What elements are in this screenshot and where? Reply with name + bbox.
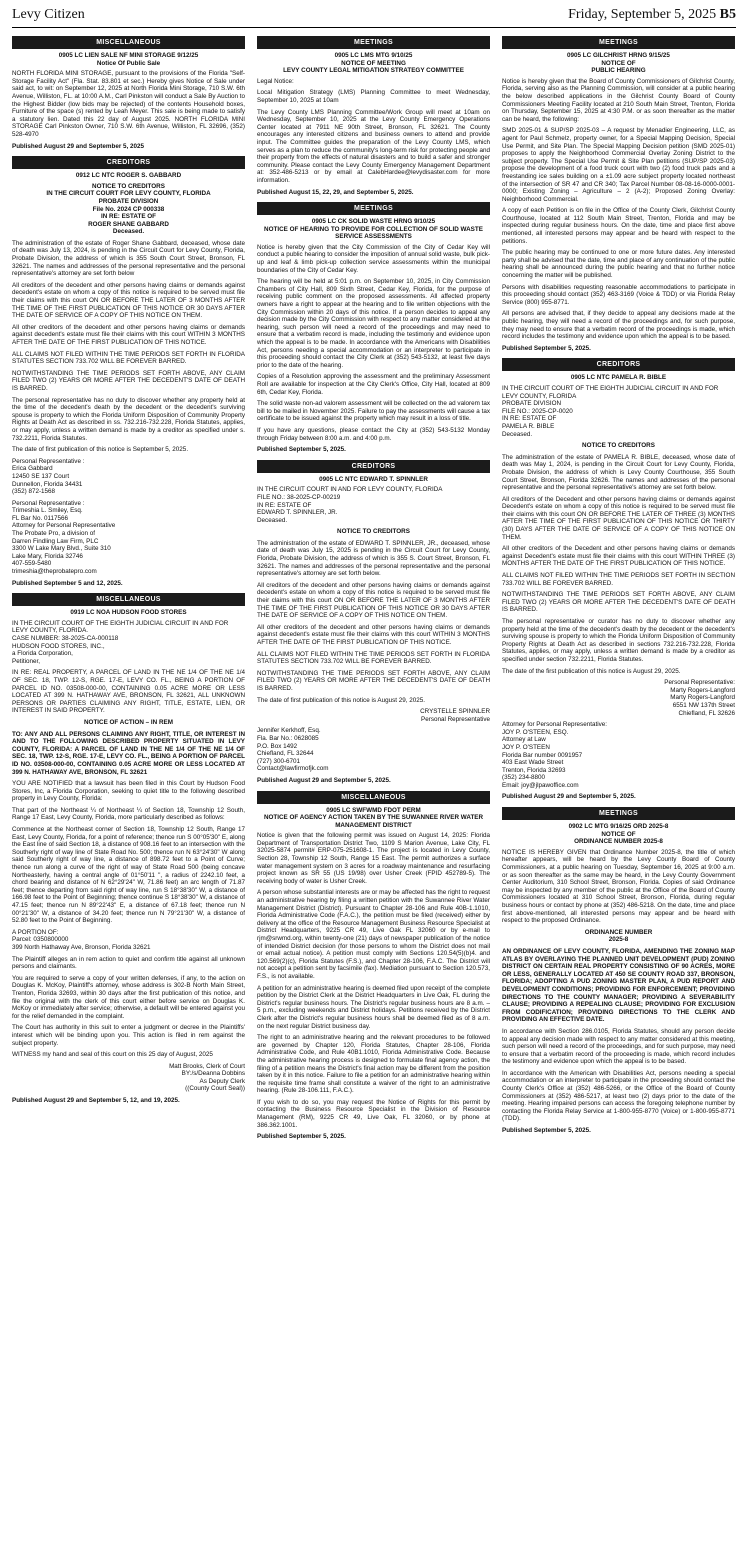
notice-paragraph: IN THE CIRCUIT COURT IN AND FOR LEVY COUNTY, FLORIDA FILE NO.: 38-2025-CP-00219 IN RE: ESTATE OF EDWARD T. SPINNLER, JR. Deceased. [257,486,443,524]
notice-paragraph: The Court has authority in this suit to enter a judgment or decree in the Plaintiffs' interest which will be binding upon you. This action is filed in rem against the subject property. [12,1024,245,1047]
page-number: B5 [719,7,736,22]
legal-notice [257,36,490,196]
notice-paragraph: Notice is hereby given that the Board of County Commissioners of Gilchrist County, Florida, serving also as the Planning Commission, will consider at a public hearing the below described applications in the Gilchrist County Board of County Commissioners Meeting Facility located at 210 South Main Street, Trenton, Florida on Thursday, September 15, 2025 at 4:30 P.M. or as soon thereafter as the matter can be heard, the following: [502,77,735,123]
section-banner: MEETINGS [502,807,735,820]
notice-heading: 0912 LC NTC ROGER S. GABBARD [75,172,182,180]
legal-notice [257,791,490,1141]
notice-paragraph: NOTICE TO CREDITORS IN THE CIRCUIT COURT FOR LEVY COUNTY, FLORIDA PROBATE DIVISION File No. 2024 CP 000338 IN RE: ESTATE OF ROGER SHANE GABBARD Deceased. [46,182,211,236]
column-1 [12,36,245,1544]
published-line: Published August 29 and September 5, 2025 [12,142,145,150]
section-banner: MEETINGS [502,36,735,49]
notice-paragraph: The solid waste non-ad valorem assessment will be collected on the ad valorem tax bill to be mailed in November 2025. Failure to pay the assessments will cause a tax certificate to be issued against the property which may result in a loss of title. [257,400,490,423]
notice-paragraph: Personal Representative: Marty Rogers-Langford Marty Rogers-Langford 6551 NW 137th Street Chiefland, FL 32626 [664,679,735,717]
notice-paragraph: A PORTION OF: Parcel: 0350800000 399 North Hathaway Ave, Bronson, Florida 32621 [12,928,151,951]
column-2 [257,36,490,1544]
published-line: Published September 5 and 12, 2025. [12,579,123,587]
notice-paragraph: NOTWITHSTANDING THE TIME PERIODS SET FORTH ABOVE, ANY CLAIM FILED TWO (2) YEARS OR MORE AFTER THE DECEDENT'S DATE OF DEATH IS BARRED. [12,369,245,392]
column-3 [502,36,735,1544]
notice-paragraph: Local Mitigation Strategy (LMS) Planning Committee to meet Wednesday, September 10, 2025 at 10am [257,89,490,104]
notice-paragraph: The Levy County LMS Planning Committee/Work Group will meet at 10am on Wednesday, September 10, 2025 at the Levy County Emergency Operations Center located at 7911 NE 90th Street, Bronson, FL 32621. The County encourages any interested citizens and business owners to attend and provide input. The Committee guides the preparation of the Levy County LMS, which serves as a plan to reduce the community's long-term risk for protecting people and their property from the effects of natural disasters and to build a safer and stronger community. Please contact the Levy County Emergency Management Department at: 352-486-5213 or by email at CalebHardee@levydisaster.com for more information. [257,108,490,184]
notice-heading: 0905 LC LMS MTG 9/10/25 NOTICE OF MEETING LEVY COUNTY LEGAL MITIGATION STRATEGY COMMITTEE [283,52,464,75]
notice-paragraph: NORTH FLORIDA MINI STORAGE, pursuant to the provisions of the Florida "Self-Storage Facility Act" (Fla. Stat. 83.801 et sec.) Hereby gives Notice of Sale under said act, to wit: on September 12, 2025 at North Florida Mini Storage, 710 S.W. 6th Avenue, Williston, FL. at 10:00 A.M., Carl Pinkston will conduct a Sale By Auction to the Highest Bidder (low bids may be rejected) of the contents Household boxes, Furniture of the space (s) rented by Leah Meyer. This sale is being made to satisfy a statutory lien. Dated this 22 day of August 2025. NORTH FLORIDA MINI STORAGE Carl Pinkston Owner, 710 S.W. 6th Avenue, Williston, FL 32696, (352) 528-4970 [12,70,245,138]
notice-paragraph: Commence at the Northeast corner of Section 18, Township 12 South, Range 17 East, Levy County, Florida, for a point of reference; thence run S 00°05'30" E, along the East line of said Section 18, a distance of 908.16 feet to an intersection with the Southerly right of way line of State Road No. 500; thence run N 63°24'30" W along said Southerly right of way line, a distance of 898.72 feet to a Point of Curve; thence run along a curve of the right of way of State Road 500 (being concave Northeasterly, having a central angle of 01°50'11 ", a radius of 2242.10 feet, a chord bearing and distance of N 62°29'24" W, 71.86 feet) an arc length of 71.87 feet; thence departing from said right of way line, run S 18°38'30" W, a distance of 166.98 feet to the Point of Beginning; thence continue S 18°38'30" W, a distance of 47.15 feet; thence run N 89°22'43" E, a distance of 67.18 feet; thence run N 00°21'30" W, a distance of 34.20 feet; thence run N 79°21'30" W, a distance of 52.80 feet to the Point of Beginning. [12,826,245,925]
section-banner: CREDITORS [257,460,490,473]
legal-notice [502,36,735,352]
legal-notice [12,593,245,1104]
notice-paragraph: NOTWITHSTANDING THE TIME PERIODS SET FORTH ABOVE, ANY CLAIM FILED TWO (2) YEARS OR MORE AFTER THE DECEDENT'S DATE OF DEATH IS BARRED. [502,591,735,614]
notice-paragraph: Personal Representative : Erica Gabbard 12450 SE 137 Court Dunnellon, Florida 34431 (352) 872-1568 [12,457,85,496]
notice-paragraph: Notice is hereby given that the City Commission of the City of Cedar Key will conduct a public hearing to consider the imposition of annual solid waste, bulk pick-up and leaf & limb pick-up collection service assessments within the municipal boundaries of the City of Cedar Key. [257,243,490,274]
notice-paragraph: A person whose substantial interests are or may be affected has the right to request an administrative hearing by filing a written petition with the Suwannee River Water Management District (District). Pursuant to Chapter 28-106 and Rule 40B-1.1010, Florida Administrative Code (F.A.C.), the petition must be filed (received) either by delivery at the office of the Resource Management Business Resource Specialist at District Headquarters, 9225 CR 49, Live Oak FL 32060 or by e-mail to rjm@srwmd.org, within twenty-one (21) days of newspaper publication of the notice of intended District decision (for those persons to whom the District does not mail or email actual notice). A petition must comply with Sections 120.54(5)(b)4. and 120.569(2)(c), Florida Statutes (F.S.), and Chapter 28-106, F.A.C. The District will not accept a petition sent by facsimile (fax). Mediation pursuant to Section 120.573, F.S., is not available. [257,889,490,980]
legal-notice-columns [12,36,736,1544]
notice-paragraph: AN ORDINANCE OF LEVY COUNTY, FLORIDA, AMENDING THE ZONING MAP ATLAS BY OVERLAYING THE PLANNED UNIT DEVELOPMENT (PUD) ZONING DISTRICT ON CERTAIN REAL PROPERTY CONSISTING OF 90 ACRES, MORE OR LESS, GENERALLY LOCATED AT 450 SE COUNTY ROAD 337, BRONSON, FLORIDA; ADOPTING A PUD ZONING MASTER PLAN, A PUD REPORT AND DEVELOPMENT CONDITIONS; PROVIDING FOR ENFORCEMENT; PROVIDING DIRECTIONS TO THE COUNTY MANAGER; PROVIDING A SEVERABILITY CLAUSE; PROVIDING A REPEALING CLAUSE; PROVIDING FOR EXCLUSION FROM CODIFICATION; PROVIDING DIRECTIONS TO THE CLERK AND PROVIDING AN EFFECTIVE DATE. [502,947,735,1024]
notice-paragraph: ORDINANCE NUMBER 2025-8 [584,928,653,944]
notice-paragraph: In accordance with Section 286.0105, Florida Statutes, should any person decide to appeal any decision made with respect to any matter considered at this meeting, such person will need a record of the proceedings, and for such purpose, may need to ensure that a verbatim record of the proceeding is made, which record includes the testimony and evidence upon which the appeal is to be based. [502,1027,735,1066]
paper-name: Levy Citizen [12,7,85,22]
notice-paragraph: The personal representative has no duty to discover whether any property held at the time of the decedent's death by the decedent or the decedent's surviving spouse is property to which the Florida Uniform Disposition of Community Property Rights at Death Act as described in ss. 732.216-732.228, Florida Statutes, applies, or may apply, unless a written demand is made by a creditor as specified under s. 732.2211, Florida Statutes. [12,396,245,442]
notice-paragraph: Jennifer Kerkhoff, Esq. Fla. Bar No.: 0628085 P.O. Box 1492 Chiefland, FL 32644 (727) 300-6701 Contact@lawfirmofjk.com [257,727,329,773]
masthead [12,4,736,26]
notice-paragraph: Notice is given that the following permit was issued on August 14, 2025: Florida Department of Transportation District Two, 1109 S Marion Avenue, Lake City, FL 32025-5874 permit# ERP-075-251608-1. The project is located in Levy County, Section 28, Township 12 South, Range 15 East. The permit authorizes a surface water management system on 3 acres for a roadway maintenance and resurfacing project known as SR 55 (US 19/98) over Usher Creek (FPID 452789-5). The receiving body of water is Usher Creek. [257,832,490,885]
notice-paragraph: IN THE CIRCUIT COURT OF THE EIGHTH JUDICIAL CIRCUIT IN AND FOR LEVY COUNTY, FLORIDA. CASE NUMBER: 38-2025-CA-000118 HUDSON FOOD STORES, INC., a Florida Corporation, Petitioner, [12,619,229,665]
notice-paragraph: IN RE: REAL PROPERTY, A PARCEL OF LAND IN THE NE 1/4 OF THE NE 1/4 OF SEC. 18, TWP. 12-S, RGE. 17-E, LEVY CO. FL., BEING A PORTION OF PARCEL ID NO. 03508-000-00, CONTAINING 0.05 ACRE MORE OR LESS LOCATED AT 399 N. HATHAWAY AVE, BRONSON, FL 32621, ALL UNKNOWN PERSONS OR PARTIES CLAIMING ANY RIGHT, TITLE, ESTATE, LIEN, OR INTEREST IN SAID PROPERTY. [12,669,245,715]
notice-paragraph: Persons with disabilities requesting reasonable accommodations to participate in this proceeding should contact (352) 463-3169 (Voice & TDD) or via Florida Relay Service (800) 955-8771. [502,283,735,306]
published-line: Published August 15, 22, 29, and September 5, 2025. [257,188,414,196]
notice-paragraph: The right to an administrative hearing and the relevant procedures to be followed are governed by Chapter 120, Florida Statutes, Chapter 28-106, Florida Administrative Code, and Rule 40B1.1010, Florida Administrative Code. Because the administrative hearing process is designed to formulate final agency action, the filing of a petition means the District's final action may be different from the position taken by it in this notice. Failure to file a petition for an administrative hearing within the requisite time frame shall constitute a waiver of the right to an administrative hearing. (Rule 28-106.111, F.A.C.). [257,1034,490,1095]
notice-paragraph: TO: ANY AND ALL PERSONS CLAIMING ANY RIGHT, TITLE, OR INTEREST IN AND TO THE FOLLOWING DESCRIBED PROPERTY SITUATED IN LEVY COUNTY, FLORIDA: A PARCEL OF LAND IN THE NE 1/4 OF THE NE 1/4 OF SEC. 18, TWP. 12-S, RGE. 17-E, LEVY CO. FL., BEING A PORTION OF PARCEL ID NO. 03508-000-00, CONTAINING 0.05 ACRE MORE OR LESS LOCATED AT 399 N. HATHAWAY AVE, BRONSON, FL 32621 [12,730,245,776]
legal-notice [502,358,735,801]
published-line: Published September 5, 2025. [502,344,591,352]
notice-paragraph: The public hearing may be continued to one or more future dates. Any interested party shall be advised that the date, time and place of any continuation of the public hearing shall be announced during the public hearing and that no further notice concerning the matter will be published. [502,249,735,280]
notice-heading: 0919 LC NOA HUDSON FOOD STORES [70,609,187,617]
notice-paragraph: That part of the Northeast ¼ of Northeast ¼ of Section 18, Township 12 South, Range 17 East, Levy County, Florida, more particularly described as follows: [12,806,245,822]
notice-paragraph: All other creditors of the Decedent and other persons having claims or demands against Decedent's estate must file their claims with this court WITHIN THREE (3) MONTHS AFTER THE DATE OF THE FIRST PUBLICATION OF THIS NOTICE. [502,545,735,568]
notice-paragraph: The date of first publication of this notice is September 5, 2025. [12,446,189,454]
notice-paragraph: All other creditors of the decedent and other persons having claims or demands against decedent's estate must file their claims with this court WITHIN 3 MONTHS AFTER THE DATE OF THE FIRST PUBLICATION OF THIS NOTICE. [12,323,245,346]
notice-paragraph: ALL CLAIMS NOT FILED WITHIN THE TIME PERIODS SET FORTH IN FLORIDA STATUTES SECTION 733.702 WILL BE FOREVER BARRED. [12,350,245,366]
notice-paragraph: The administration of the estate of Roger Shane Gabbard, deceased, whose date of death was July 13, 2024, is pending in the Circuit Court for Levy County, Florida, Probate Division, the address of which is 355 South Court Street, Bronson, FL 32621. The names and addresses of the personal representative and the personal representative's attorney are set forth below [12,239,245,278]
notice-paragraph: The hearing will be held at 5:01 p.m. on September 10, 2025, in City Commission Chambers of City Hall, 809 Sixth Street, Cedar Key, Florida, for the purpose of receiving public comment on the proposed assessments. All affected property owners have a right to appear at the hearing and to file written objections with the City Commission within 20 days of this notice. If a person decides to appeal any decision made by the City Commission with respect to any matter considered at the hearing, such person will need a record of the proceedings and may need to ensure that a verbatim record is made, including the testimony and evidence upon which the appeal is to be made. In accordance with the Americans with Disabilities Act, persons needing a special accommodation or an interpreter to participate in this proceeding should contact the City Clerk at (352) 543-5132, at least five days prior to the date of the hearing. [257,278,490,369]
notice-paragraph: If you have any questions, please contact the City at (352) 543-5132 Monday through Friday between 8:00 a.m. and 4:00 p.m. [257,426,490,442]
published-line: Published September 5, 2025. [502,1127,591,1135]
legal-notice [502,807,735,1135]
notice-paragraph: CRYSTELLE SPINNLER Personal Representative [420,708,490,723]
notice-paragraph: The date of the first publication of this notice is August 29, 2025. [502,667,681,675]
notice-paragraph: Copies of a Resolution approving the assessment and the preliminary Assessment Roll are available for inspection at the City Clerk's Office, City Hall, located at 809 6th, Cedar Key, Florida. [257,373,490,396]
section-banner: MISCELLANEOUS [12,593,245,606]
notice-paragraph: All creditors of the decedent and other persons having claims or demands against decedent's estate on whom a copy of this notice is required to be served must file their claims with this court ON OR BEFORE THE LATER OF 3 MONTHS AFTER THE TIME OF THE FIRST PUBLICATION OF THIS NOTICE OR 30 DAYS AFTER THE DATE OF SERVICE OF A COPY OF THIS NOTICE ON THEM. [257,581,490,620]
notice-paragraph: If you wish to do so, you may request the Notice of Rights for this permit by contacting the Business Resource Specialist in the Division of Resource Management (RM), 9225 CR 49, Live Oak, FL 32060, or by phone at 386.362.1001. [257,1098,490,1129]
published-line: Published September 5, 2025. [257,1133,346,1141]
published-line: Published August 29 and September 5, 12, and 19, 2025. [12,1097,180,1105]
section-banner: MEETINGS [257,36,490,49]
section-banner: CREDITORS [502,358,735,371]
notice-paragraph: WITNESS my hand and seal of this court on this 25 day of August, 2025 [12,1051,213,1059]
notice-paragraph: ALL CLAIMS NOT FILED WITHIN THE TIME PERIODS SET FORTH IN SECTION 733.702 WILL BE FOREVER BARRED. [502,572,735,587]
section-banner: MISCELLANEOUS [257,791,490,804]
notice-heading: 0905 LC NTC PAMELA R. BIBLE [570,374,667,382]
notice-paragraph: NOTICE IS HEREBY GIVEN that Ordinance Number 2025-8, the title of which hereafter appears, will be heard by the Levy County Board of County Commissioners, at a public hearing on Tuesday, September 16, 2025 at 9:00 a.m. or as soon thereafter as the same may be heard, in the Levy County Government Center Auditorium, 310 School Street, Bronson, Florida. Copies of said Ordinance may be inspected by any member of the public at the Office of the Board of County Commissioners located at 310 School Street, Bronson, Florida, during regular business hours or contact by phone at (352) 486-5218. On the date, time and place first above-mentioned, all interested persons may appear and be heard with respect to the proposed Ordinance. [502,848,735,925]
notice-paragraph: YOU ARE NOTIFIED that a lawsuit has been filed in this Court by Hudson Food Stores, Inc, a Florida Corporation, seeking to quiet title to the following described property in Levy County, Florida: [12,780,245,803]
section-banner: CREDITORS [12,156,245,169]
published-line: Published August 29 and September 5, 2025. [502,793,636,801]
section-banner: MISCELLANEOUS [12,36,245,49]
masthead-rule [12,27,736,28]
notice-paragraph: All other creditors of the decedent and other persons having claims or demands against decedent's estate must file their claims with this court WITHIN 3 MONTHS AFTER THE DATE OF THE FIRST PUBLICATION OF THIS NOTICE. [257,623,490,646]
legal-notice [257,460,490,785]
notice-paragraph: The Plaintiff alleges an in rem action to quiet and confirm title against all unknown persons and claimants. [12,955,245,971]
notice-heading: 0902 LC MTG 9/16/25 ORD 2025-8 NOTICE OF ORDINANCE NUMBER 2025-8 [568,823,669,846]
notice-paragraph: ALL CLAIMS NOT FILED WITHIN THE TIME PERIODS SET FORTH IN FLORIDA STATUTES SECTION 733.702 WILL BE FOREVER BARRED. [257,650,490,666]
legal-notice [12,156,245,587]
notice-paragraph: Personal Representative : Trimeshia L. Smiley, Esq. FL Bar No. 0117566 Attorney for Personal Representative The Probate Pro, a division of Darren Findling Law Firm, PLC 3300 W Lake Mary Blvd., Suite 310 Lake Mary, Florida 32746 407-559-5480 trimeshia@theprobatepro.com [12,499,116,576]
notice-paragraph: The administration of the estate of PAMELA R. BIBLE, deceased, whose date of death was May 1, 2024, is pending in the Circuit Court for Levy County, Florida, Probate Division, the address of which is Levy County Courthouse, 355 South Court Street, Bronson, Florida 32626. The names and addresses of the personal representative and the personal representative's attorney are set forth below. [502,453,735,492]
published-line: Published September 5, 2025. [257,446,346,454]
notice-paragraph: Legal Notice: [257,77,294,85]
notice-paragraph: In accordance with the American with Disabilities Act, persons needing a special accommodation or an interpreter to participate in the proceeding should contact the County Clerk's Office at (352) 486-5266, or the Office of the Board of County Commissioners at (352) 486-5217, at least two (2) days prior to the date of the meeting. Hearing impaired persons can access the foregoing telephone number by contacting the Florida Relay Service at 1-800-955-8770 (Voice) or 1-800-955-8771 (TDD). [502,1069,735,1123]
notice-paragraph: All creditors of the decedent and other persons having claims or demands against decedent's estate on whom a copy of this notice is required to be served must file their claims with this court ON OR BEFORE THE LATER OF 3 MONTHS AFTER THE TIME OF THE FIRST PUBLICATION OF THIS NOTICE OR 30 DAYS AFTER THE DATE OF SERVICE OF A COPY OF THIS NOTICE ON THEM. [12,281,245,320]
notice-paragraph: The personal representative or curator has no duty to discover whether any property held at the time of the decedent's death by the decedent or the decedent's surviving spouse is property to which the Florida Uniform Disposition of Community Property Rights at Death Act as described in sections 732.216-732.228, Florida Statutes, applies, or may apply, unless a written demand is made by a creditor as specified under section 732.2211, Florida Statutes. [502,618,735,663]
notice-paragraph: The date of first publication of this notice is August 29, 2025. [257,696,426,704]
notice-paragraph: A petition for an administrative hearing is deemed filed upon receipt of the complete petition by the District Clerk at the District Headquarters in Live Oak, FL during the District's regular business hours. The District's regular business hours are 8 a.m. – 5 p.m., excluding weekends and District holidays. Petitions received by the District Clerk after the District's regular business hours shall be deemed filed as of 8 a.m. on the next regular District business day. [257,984,490,1030]
legal-notice [12,36,245,150]
notice-paragraph: A copy of each Petition is on file in the Office of the County Clerk, Gilchrist County Courthouse, located at 112 South Main Street, Trenton, Florida and may be inspected during regular business hours. On the date, time and place first above mentioned, all interested persons may appear and be heard with respect to the petitions. [502,207,735,245]
notice-paragraph: NOTICE OF ACTION – IN REM [84,718,173,726]
notice-paragraph: All creditors of the Decedent and other persons having claims or demands against Decedent's estate on whom a copy of this notice is required to be served must file their claims with this court ON OR BEFORE THE LATER OF THREE (3) MONTHS AFTER THE TIME OF THE FIRST PUBLICATION OF THIS NOTICE OR THIRTY (30) DAYS AFTER THE DATE OF SERVICE OF A COPY OF THIS NOTICE ON THEM. [502,495,735,541]
notice-paragraph: You are required to serve a copy of your written defenses, if any, to the action on Douglas K. McKoy, Plaintiff's attorney, whose address is 302-B North Main Street, Trenton, Florida 32693, within 30 days after the first publication of this notice, and file the original with the clerk of this court either before service on Douglas K. McKoy or immediately after service; otherwise, a default will be entered against you for the relief demanded in the complaint. [12,974,245,1020]
notice-heading: 0905 LC NTC EDWARD T. SPINNLER [319,475,428,483]
legal-notice [257,202,490,454]
notice-paragraph: NOTICE TO CREDITORS [582,442,655,450]
notice-heading: 0905 LC CK SOLID WASTE HRNG 9/10/25 NOTICE OF HEARING TO PROVIDE FOR COLLECTION OF SOLID WASTE SERVICE ASSESSMENTS [264,218,483,241]
published-line: Published August 29 and September 5, 2025. [257,776,391,784]
notice-paragraph: SMD 2025-01 & SUP/SP 2025-03 – A request by Menadier Engineering, LLC, as agent for Paul Schmelz, property owner, for a Special Mapping Decision, Special Use Permit, and Site Plan. The Special Mapping Decision petition (SMD 2025-01) proposes to apply the Neighborhood Commercial Overlay Zoning District to the subject property. The Special Use Permit & Site Plan petitions (SUP/SP 2025-03) propose the development of a food truck court with two (2) food truck pads and a freestanding ice sales building on a ±1.09 acre subject property located northeast of the intersection of SR 47 and CR 340; Tax Parcel Number 08-08-16-0000-0001-0000; Existing Zoning – Agriculture – 2 (A-2); Proposed Zoning Overlay: Neighborhood Commercial. [502,127,735,203]
notice-paragraph: NOTICE TO CREDITORS [337,528,410,536]
date-text: Friday, September 5, 2025 [568,7,717,22]
notice-paragraph: NOTWITHSTANDING THE TIME PERIODS SET FORTH ABOVE, ANY CLAIM FILED TWO (2) YEARS OR MORE AFTER THE DECEDENT'S DATE OF DEATH IS BARRED. [257,669,490,692]
notice-paragraph: IN THE CIRCUIT COURT OF THE EIGHTH JUDICIAL CIRCUIT IN AND FOR LEVY COUNTY, FLORIDA PROBATE DIVISION FILE NO.: 2025-CP-0020 IN RE: ESTATE OF PAMELA R. BIBLE Deceased. [502,384,719,438]
notice-heading: 0905 LC GILCHRIST HRNG 9/15/25 NOTICE OF PUBLIC HEARING [567,52,670,75]
notice-paragraph: The administration of the estate of EDWARD T. SPINNLER, JR., deceased, whose date of death was July 15, 2025 is pending in the Circuit Court for Levy County, Florida, Probate Division, the address of which is 355 S. Court Street, Bronson, FL 32621. The names and addresses of the personal representative and the personal representative's attorney are set forth below. [257,539,490,578]
page-date [568,7,736,23]
section-banner: MEETINGS [257,202,490,215]
notice-paragraph: All persons are advised that, if they decide to appeal any decisions made at the public hearing, they will need a record of the proceedings and, for such purpose, they may need to ensure that a verbatim record of the proceedings is made, which record includes the testimony and evidence upon which the appeal is to be based. [502,310,735,341]
notice-heading: 0905 LC SWFWMD FDOT PERM NOTICE OF AGENCY ACTION TAKEN BY THE SUWANNEE RIVER WATER MANAGEMENT DISTRICT [263,806,484,829]
notice-heading: 0905 LC LIEN SALE NF MINI STORAGE 9/12/25 Notice Of Public Sale [58,52,199,67]
notice-paragraph: Attorney for Personal Representative: JOY P. O'STEEN, ESQ. Attorney at Law JOY P. O'STEEN Florida Bar number 0091957 403 East Wade Street Trenton, Florida 32693 (352) 234-8800 Email: joy@jlpawoffice.com [502,721,608,789]
notice-paragraph: Matt Brooks, Clerk of Court BY:/s/Deanna Dobbins As Deputy Clerk ((County Court Seal)) [169,1062,245,1093]
